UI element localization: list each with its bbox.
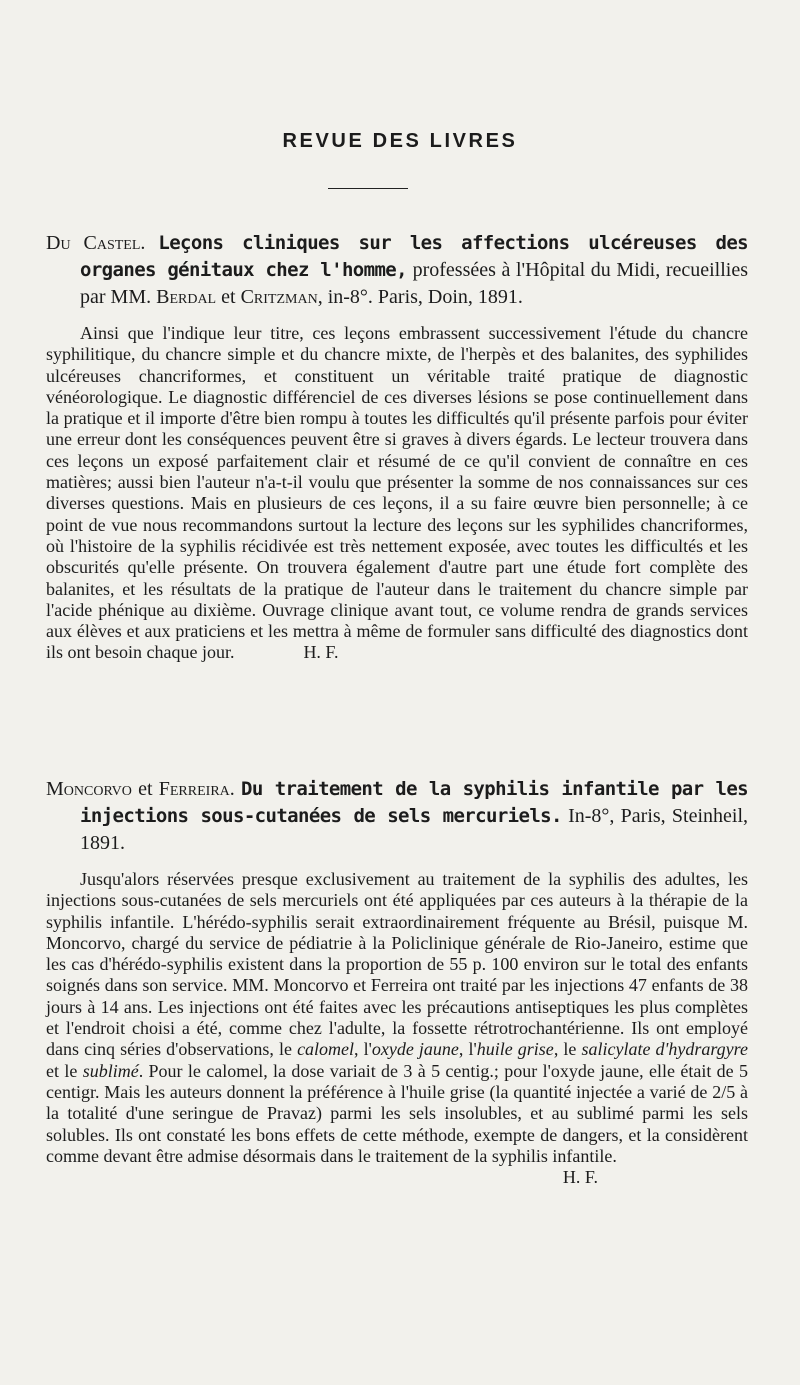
review-body: [46, 323, 748, 664]
review-signature: H. F.: [303, 642, 339, 663]
review-body: [46, 869, 748, 1167]
review-author: Moncorvo: [46, 778, 132, 800]
review-text: Ainsi que l'indique leur titre, ces leçons embrassent successivement l'étude du chancre syphilitique, du chancre simple et du chancre mixte, de l'herpès et des balanites, des syphilides ulcéreuses chancriformes, et constituent un véritable traité pratique de diagnostic vénéorologique. Le diagnostic différenciel de ces diverses lésions se pose continuellement dans la pratique et il importe d'être bien rompu à toutes les difficultés qu'il présente parfois pour éviter une erreur dont les conséquences peuvent être si graves à divers égards. Le lecteur trouvera dans ces leçons un exposé parfaitement clair et résumé de ce qu'il convient de connaître en ces matières; aussi bien l'auteur n'a-t-il voulu que présenter la somme de nos connaissances sur ces diverses questions. Mais en plusieurs de ces leçons, il a su faire œuvre bien personnelle; à ce point de vue nous recommandons surtout la lecture des leçons sur les syphilides chancriformes, où l'histoire de la syphilis récidivée est très nettement exposée, avec toutes les difficultés et les obscurités qu'elle présente. On trouvera également d'autre part une étude fort complète des balanites, et les résultats de la pratique de l'auteur dans le traitement du chancre simple par l'acide phénique au dixième. Ouvrage clinique avant tout, ce volume rendra de grands services aux élèves et aux praticiens et les mettra à même de formuler sans difficulté des diagnostics dont ils ont besoin chaque jour.: [46, 323, 748, 663]
review-author: Du Castel.: [46, 232, 146, 254]
separator: , le: [553, 1039, 582, 1060]
title-divider: [328, 188, 408, 189]
drug-name: sublimé: [82, 1060, 139, 1081]
drug-name: salicylate d'hydrargyre: [581, 1039, 748, 1060]
author-join: et: [131, 778, 159, 800]
publication-details: , in-8°. Paris, Doin, 1891.: [317, 286, 523, 308]
drug-name: huile grise: [476, 1039, 554, 1060]
publication-details: et: [216, 286, 241, 308]
drug-name: oxyde jaune: [371, 1039, 459, 1060]
review-text: Jusqu'alors réservées presque exclusivement au traitement de la syphilis des adultes, les injections sous-cutanées de sels mercuriels ont été appliquées par ces auteurs à la thérapie de la syphilis infantile. L'hérédo-syphilis serait extraordinairement fréquente au Brésil, puisque M. Moncorvo, chargé du service de pédiatrie à la Policlinique générale de Rio-Janeiro, estime que les cas d'hérédo-syphilis existent dans la proportion de 55 p. 100 environ sur le total des enfants soignés dans son service. MM. Moncorvo et Ferreira ont traité par les injections 47 enfants de 38 jours à 14 ans. Les injections ont été faites avec les précautions antiseptiques les plus complètes et l'endroit choisi a été, comme chez l'adulte, la fossette rétrotrochantérienne. Ils ont employé dans cinq séries d'observations, le: [46, 869, 748, 1060]
book-title: Leçons cliniques sur les affections ulcéreuses des organes génitaux chez l'homme,: [80, 232, 749, 281]
editor-name: Critzman: [240, 286, 318, 308]
book-title: Du traitement de la syphilis infantile par les injections sous-cutanées de sels mercuriels.: [80, 778, 749, 827]
review-text: . Pour le calomel, la dose variait de 3 à 5 centig.; pour l'oxyde jaune, elle était de 5 centigr. Mais les auteurs donnent la préférence à l'huile grise (la quantité injectée a varié de 2/5 à la totalité d'une seringue de Pravaz) parmi les sels insolubles, et au sublimé parmi les sels solubles. Ils ont constaté les bons effets de cette méthode, exempte de dangers, et la considèrent comme devant être admise désormais dans le traitement de la syphilis infantile.: [46, 1060, 749, 1166]
separator: et le: [46, 1060, 83, 1081]
separator: , l': [458, 1039, 477, 1060]
review-signature: H. F.: [562, 1167, 598, 1188]
separator: , l': [354, 1039, 372, 1060]
review-author: Ferreira.: [158, 778, 235, 800]
review-du-castel: [46, 230, 748, 664]
page-title: REVUE DES LIVRES: [282, 130, 518, 152]
review-heading: [46, 230, 748, 311]
review-moncorvo-ferreira: [46, 776, 748, 1188]
review-heading: [46, 776, 748, 857]
editor-name: Berdal: [156, 286, 217, 308]
drug-name: calomel: [297, 1039, 355, 1060]
publication-details: professées à l'Hôpital du Midi, recueillies par MM.: [80, 259, 749, 308]
publication-details: In-8°, Paris, Steinheil, 1891.: [80, 805, 749, 854]
